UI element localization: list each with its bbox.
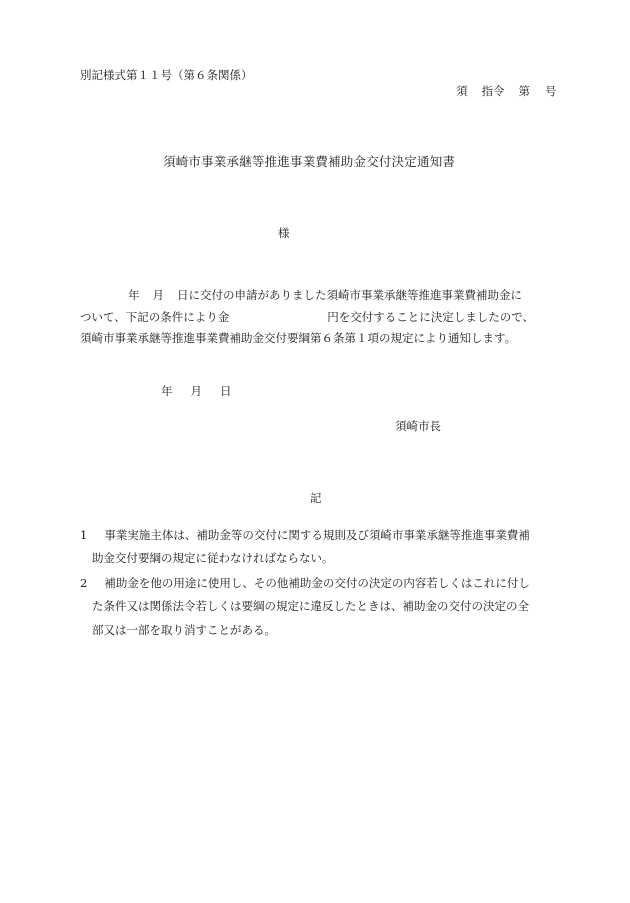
date-year: 年 <box>161 384 173 398</box>
condition-item-1-line-2: 助金交付要綱の規定に従わなければならない。 <box>92 551 334 565</box>
condition-item-1-line-1: 事業実施主体は、補助金等の交付に関する規則及び須崎市事業承継等推進事業費補 <box>104 528 530 542</box>
body-month: 月 <box>152 288 164 302</box>
date-line <box>161 386 232 398</box>
condition-item-2-line-1: 補助金を他の用途に使用し、その他補助金の交付の決定の内容若しくはこれに付し <box>104 576 530 590</box>
body-line-1-text: 日に交付の申請がありました須崎市事業承継等推進事業費補助金に <box>177 288 522 302</box>
condition-item-2-number: 2 <box>80 576 88 590</box>
issuer-name: 須崎市長 <box>395 419 441 433</box>
ki-heading: 記 <box>310 491 322 505</box>
body-line-3: 須崎市事業承継等推進事業費補助金交付要綱第６条第１項の規定により通知します。 <box>80 331 517 345</box>
document-number <box>456 86 557 98</box>
doc-number-middle: 指令 <box>481 84 505 98</box>
condition-item-2-line-2: た条件又は関係法令若しくは要綱の規定に違反したときは、補助金の交付の決定の全 <box>92 599 529 613</box>
form-label: 別記様式第１１号（第６条関係） <box>80 68 253 82</box>
date-month: 月 <box>190 384 202 398</box>
addressee-suffix: 様 <box>278 226 290 240</box>
condition-item-2-line-3: 部又は一部を取り消すことがある。 <box>92 623 276 637</box>
condition-item-2 <box>80 578 530 590</box>
body-line-2 <box>80 312 534 324</box>
body-line-2-a: ついて、下記の条件により金 <box>80 310 230 324</box>
condition-item-1-number: 1 <box>80 528 88 542</box>
body-line-2-b: 円を交付することに決定しましたので、 <box>327 310 535 324</box>
body-year: 年 <box>128 288 140 302</box>
doc-number-go: 号 <box>545 84 557 98</box>
doc-number-dai: 第 <box>518 84 530 98</box>
condition-item-1 <box>80 530 530 542</box>
document-title: 須崎市事業承継等推進事業費補助金交付決定通知書 <box>163 154 456 169</box>
body-line-1 <box>80 290 522 302</box>
date-day: 日 <box>220 384 232 398</box>
doc-number-prefix: 須 <box>456 84 468 98</box>
